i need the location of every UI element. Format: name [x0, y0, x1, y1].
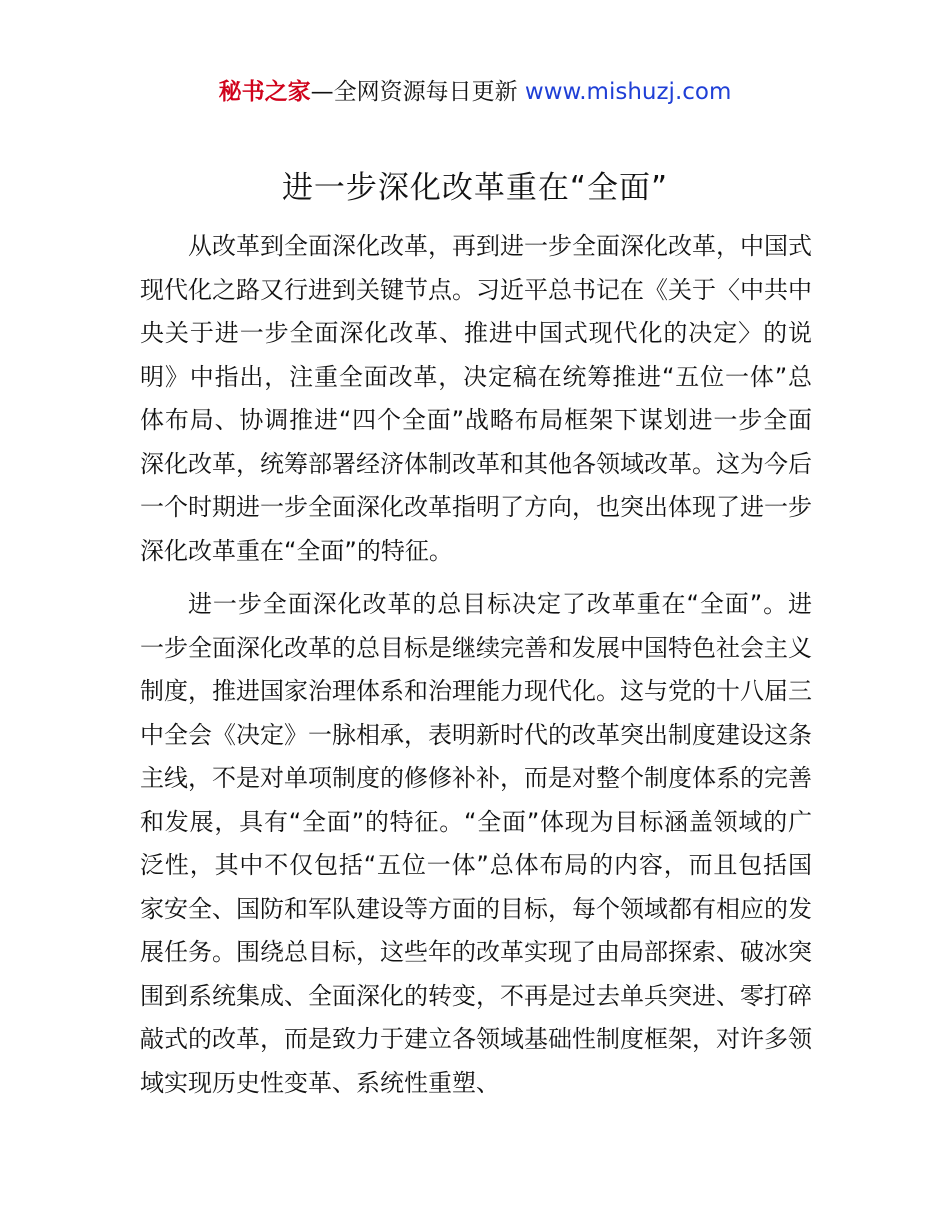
document-body [140, 225, 812, 1105]
site-header [0, 74, 950, 110]
site-tagline: —全网资源每日更新 [310, 79, 525, 105]
document-title: 进一步深化改革重在“全面” [281, 170, 669, 206]
site-url-link[interactable]: www.mishuzj.com [524, 79, 732, 105]
site-brand: 秘书之家 [218, 79, 311, 105]
paragraph-2: 进一步全面深化改革的总目标决定了改革重在“全面”。进一步全面深化改革的总目标是继续完善和发展中国特色社会主义制度，推进国家治理体系和治理能力现代化。这与党的十八届三中全会《决定》一脉相承，表明新时代的改革突出制度建设这条主线，不是对单项制度的修修补补，而是对整个制度体系的完善和发展，具有“全面”的特征。“全面”体现为目标涵盖领域的广泛性，其中不仅包括“五位一体”总体布局的内容，而且包括国家安全、国防和军队建设等方面的目标，每个领域都有相应的发展任务。围绕总目标，这些年的改革实现了由局部探索、破冰突围到系统集成、全面深化的转变，不再是过去单兵突进、零打碎敲式的改革，而是致力于建立各领域基础性制度框架，对许多领域实现历史性变革、系统性重塑、 [140, 590, 812, 1097]
paragraph-1: 从改革到全面深化改革，再到进一步全面深化改革，中国式现代化之路又行进到关键节点。习近平总书记在《关于〈中共中央关于进一步全面深化改革、推进中国式现代化的决定〉的说明》中指出，注重全面改革，决定稿在统筹推进“五位一体”总体布局、协调推进“四个全面”战略布局框架下谋划进一步全面深化改革，统筹部署经济体制改革和其他各领域改革。这为今后一个时期进一步全面深化改革指明了方向，也突出体现了进一步深化改革重在“全面”的特征。 [140, 232, 812, 565]
